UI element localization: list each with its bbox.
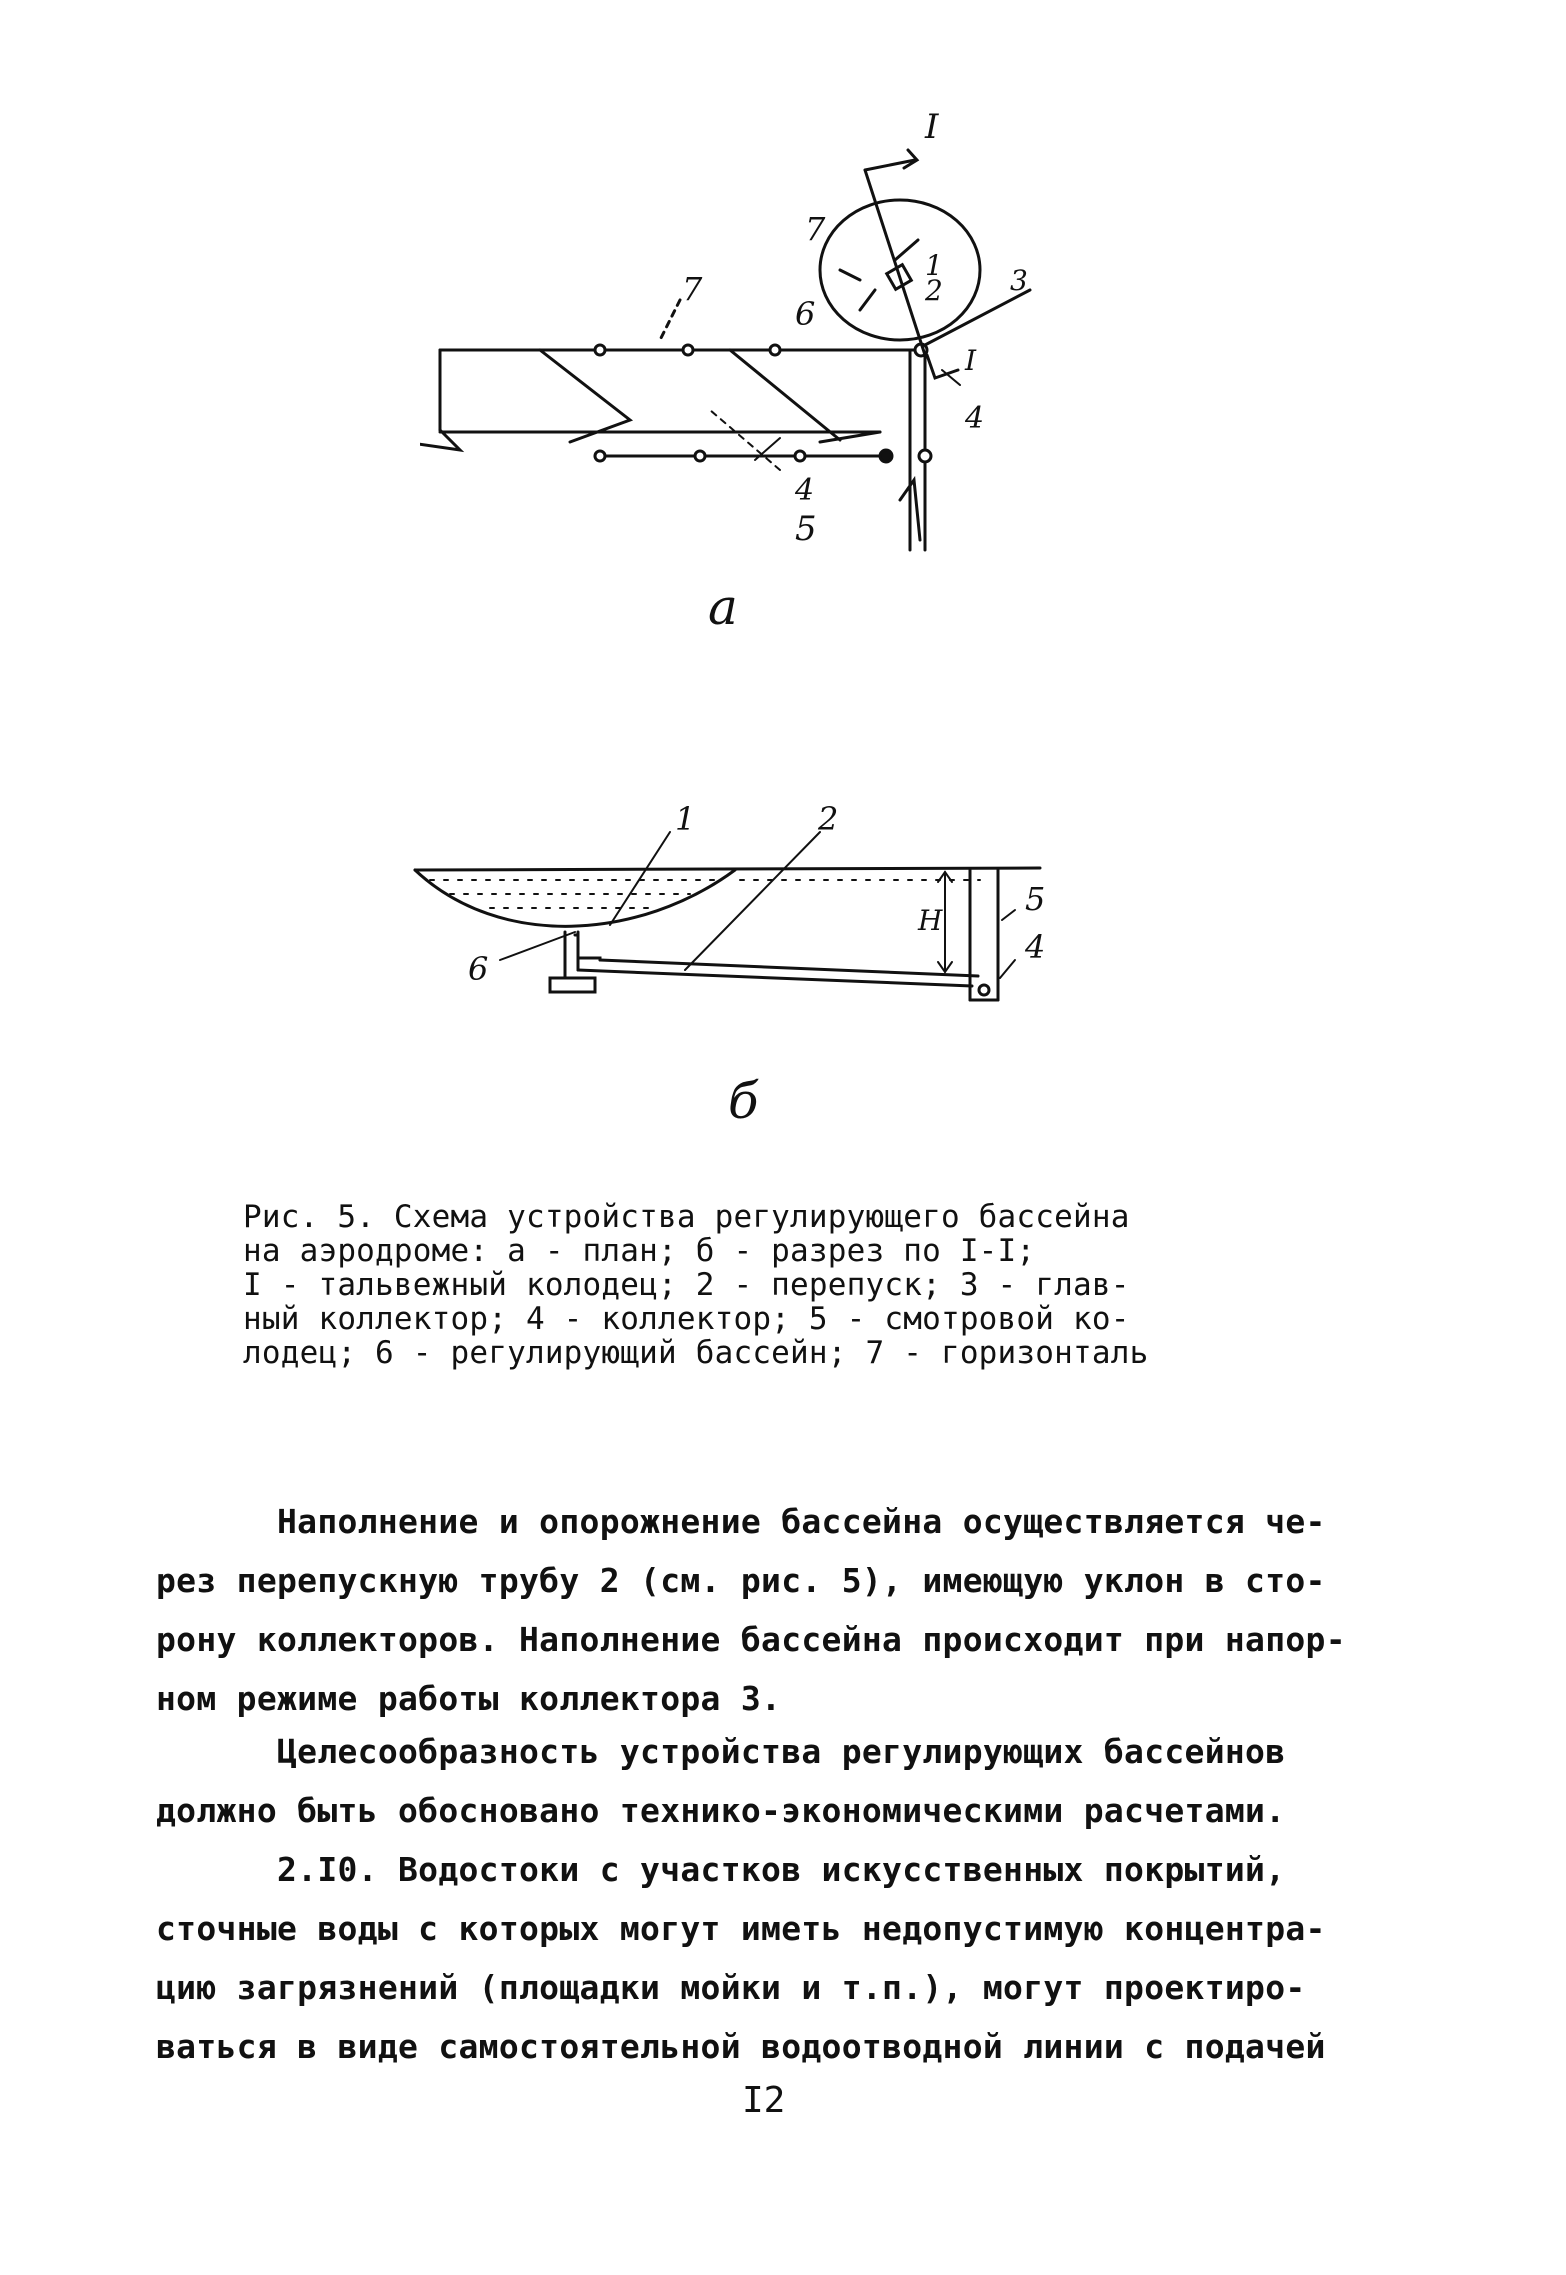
- section-callout-5: 5: [1025, 880, 1046, 918]
- section-sublabel: б: [728, 1072, 759, 1130]
- plan-callout-4-bottom: 4: [795, 473, 815, 508]
- plan-callout-section-top: I: [925, 110, 939, 147]
- plan-callout-7-top: 7: [805, 210, 826, 248]
- body-line: должно быть обосновано технико-экономическими расчетами.: [156, 1791, 1286, 1830]
- figure-caption: [243, 1200, 1263, 1370]
- caption-line: лодец; 6 - регулирующий бассейн; 7 - горизонталь: [243, 1335, 1149, 1371]
- section-callout-1: 1: [675, 800, 696, 838]
- body-paragraph-3: [156, 1840, 1416, 2076]
- caption-line: Рис. 5. Схема устройства регулирующего бассейна: [243, 1199, 1130, 1235]
- body-line: цию загрязнений (площадки мойки и т.п.), могут проектиро-: [156, 1968, 1306, 2007]
- plan-callout-2: 2: [925, 274, 943, 307]
- caption-line: ный коллектор; 4 - коллектор; 5 - смотровой ко-: [243, 1301, 1130, 1337]
- section-drawing: [400, 800, 1100, 1040]
- body-line: ваться в виде самостоятельной водоотводной линии с подачей: [156, 2027, 1326, 2066]
- body-line: Целесообразность устройства регулирующих бассейнов: [156, 1732, 1286, 1771]
- body-line: 2.I0. Водостоки с участков искусственных покрытий,: [156, 1850, 1286, 1889]
- section-callout-4: 4: [1025, 928, 1046, 966]
- plan-callout-3: 3: [1010, 264, 1028, 297]
- body-line: рез перепускную трубу 2 (см. рис. 5), имеющую уклон в сто-: [156, 1561, 1326, 1600]
- plan-callout-1: 1: [925, 249, 943, 282]
- body-paragraph-1: [156, 1492, 1416, 1728]
- plan-callout-5: 5: [795, 509, 817, 549]
- plan-callout-6: 6: [795, 295, 816, 333]
- body-line: рону коллекторов. Наполнение бассейна происходит при напор-: [156, 1620, 1346, 1659]
- caption-line: I - тальвежный колодец; 2 - перепуск; 3 - глав-: [243, 1267, 1130, 1303]
- figure-section: [400, 800, 1100, 1040]
- figure-plan: [420, 110, 1080, 570]
- plan-callout-4-right: 4: [965, 401, 985, 436]
- page-number: I2: [742, 2080, 786, 2121]
- plan-drawing: [420, 110, 1080, 570]
- plan-sublabel: а: [708, 578, 738, 636]
- section-callout-h: Н: [918, 904, 943, 937]
- body-paragraph-2: [156, 1722, 1416, 1840]
- plan-callout-7-left: 7: [682, 270, 703, 308]
- plan-callout-section-right: I: [965, 344, 977, 377]
- body-line: ном режиме работы коллектора 3.: [156, 1679, 782, 1718]
- body-line: сточные воды с которых могут иметь недопустимую концентра-: [156, 1909, 1326, 1948]
- section-callout-6: 6: [468, 950, 489, 988]
- caption-line: на аэродроме: а - план; б - разрез по I-I;: [243, 1233, 1036, 1269]
- body-line: Наполнение и опорожнение бассейна осуществляется че-: [156, 1502, 1326, 1541]
- section-callout-2: 2: [818, 800, 839, 838]
